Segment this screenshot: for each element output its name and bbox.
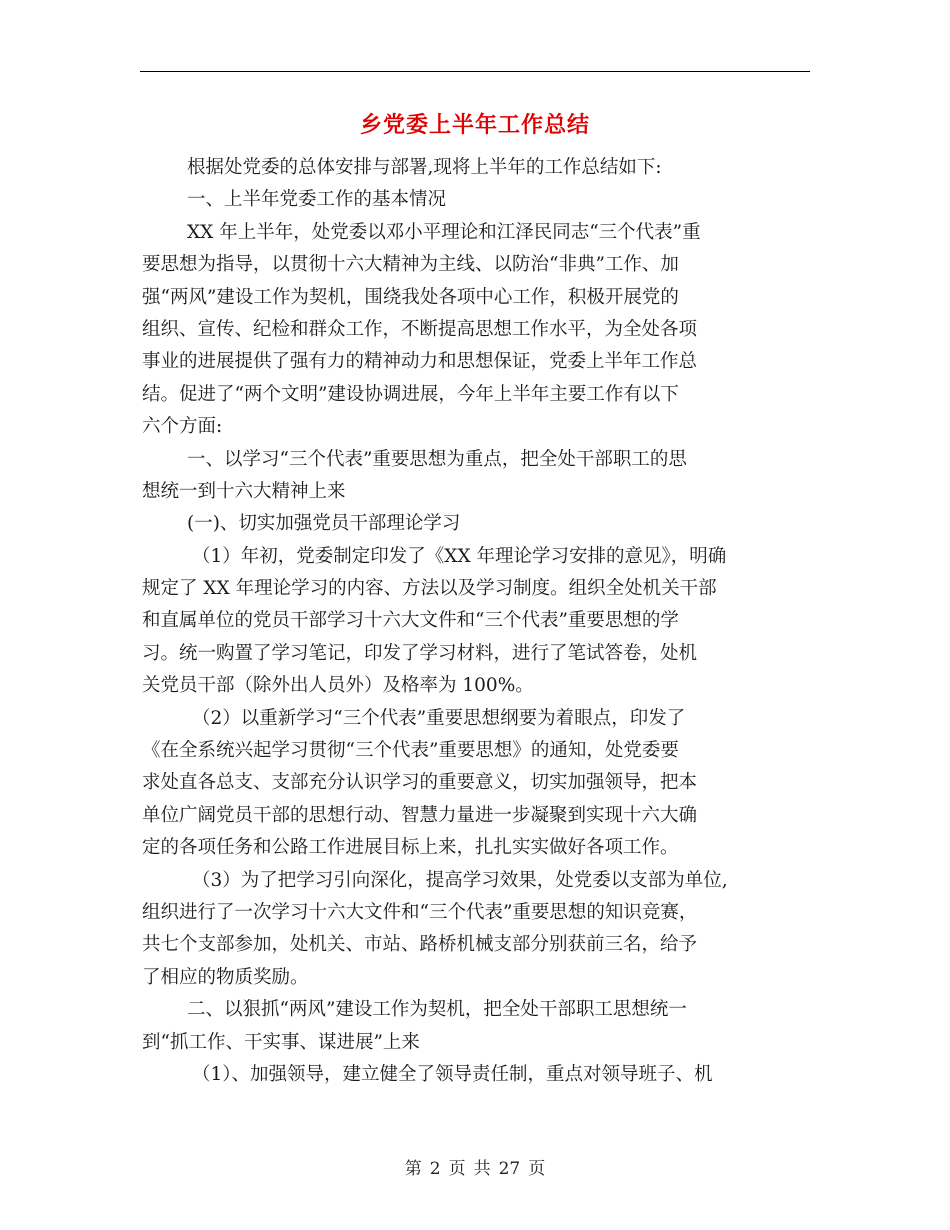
section-heading: 到“抓工作、干实事、谋进展”上来 xyxy=(142,1031,420,1053)
section-heading: 一、以学习“三个代表”重要思想为重点，把全处干部职工的思 xyxy=(187,448,687,470)
paragraph-line: （1）年初，党委制定印发了《XX 年理论学习安排的意见》，明确 xyxy=(192,545,727,567)
paragraph-line: 关党员干部（除外出人员外）及格率为 100%。 xyxy=(142,675,534,697)
paragraph-line: （1）、加强领导，建立健全了领导责任制，重点对领导班子、机 xyxy=(192,1063,713,1085)
paragraph-line: 习。统一购置了学习笔记，印发了学习材料，进行了笔试答卷，处机 xyxy=(142,642,698,664)
paragraph-line: XX 年上半年，处党委以邓小平理论和江泽民同志“三个代表”重 xyxy=(187,221,701,243)
footer-total-pages: 27 xyxy=(498,1159,521,1179)
paragraph-line: 根据处党委的总体安排与部署,现将上半年的工作总结如下: xyxy=(187,157,662,178)
page-title: 乡党委上半年工作总结 xyxy=(359,112,590,138)
paragraph-line: 《在全系统兴起学习贯彻“三个代表”重要思想》的通知，处党委要 xyxy=(142,740,679,762)
section-heading: 想统一到十六大精神上来 xyxy=(142,480,346,502)
paragraph-line: 六个方面: xyxy=(142,416,223,438)
paragraph-line: 共七个支部参加，处机关、市站、路桥机械支部分别获前三名，给予 xyxy=(142,934,698,956)
footer-page-number: 2 xyxy=(429,1159,441,1179)
footer-total-word: 共 xyxy=(473,1159,491,1179)
paragraph-line: 要思想为指导，以贯彻十六大精神为主线、以防治“非典”工作、加 xyxy=(142,254,679,276)
paragraph-line: 和直属单位的党员干部学习十六大文件和“三个代表”重要思想的学 xyxy=(142,610,679,632)
footer-page-unit: 页 xyxy=(448,1159,466,1179)
document-body xyxy=(142,152,807,1091)
footer-prefix: 第 xyxy=(404,1159,422,1179)
paragraph-line: 定的各项任务和公路工作进展目标上来，扎扎实实做好各项工作。 xyxy=(142,837,679,859)
paragraph-line: 结。促进了“两个文明”建设协调进展，今年上半年主要工作有以下 xyxy=(142,383,679,405)
paragraph-line: 组织进行了一次学习十六大文件和“三个代表”重要思想的知识竞赛， xyxy=(142,901,698,923)
paragraph-line: 规定了 XX 年理论学习的内容、方法以及学习制度。组织全处机关干部 xyxy=(142,578,717,600)
paragraph-line: 求处直各总支、支部充分认识学习的重要意义，切实加强领导，把本 xyxy=(142,772,698,794)
paragraph-line: 事业的进展提供了强有力的精神动力和思想保证，党委上半年工作总 xyxy=(142,351,698,373)
section-heading: 二、以狠抓“两风”建设工作为契机，把全处干部职工思想统一 xyxy=(187,999,687,1021)
footer-total-unit: 页 xyxy=(528,1159,546,1179)
paragraph-line: 强“两风”建设工作为契机，围绕我处各项中心工作，积极开展党的 xyxy=(142,286,679,308)
subsection-heading: (一)、切实加强党员干部理论学习 xyxy=(187,513,461,535)
paragraph-line: （2）以重新学习“三个代表”重要思想纲要为着眼点，印发了 xyxy=(192,707,686,729)
paragraph-line: （3）为了把学习引向深化，提高学习效果，处党委以支部为单位, xyxy=(192,869,728,891)
paragraph-line: 单位广阔党员干部的思想行动、智慧力量进一步凝聚到实现十六大确 xyxy=(142,804,698,826)
paragraph-line: 组织、宣传、纪检和群众工作，不断提高思想工作水平，为全处各项 xyxy=(142,318,698,340)
header-rule xyxy=(140,71,810,72)
paragraph-line: 了相应的物质奖励。 xyxy=(142,966,309,988)
page-footer xyxy=(0,1154,950,1179)
section-heading: 一、上半年党委工作的基本情况 xyxy=(187,189,447,211)
